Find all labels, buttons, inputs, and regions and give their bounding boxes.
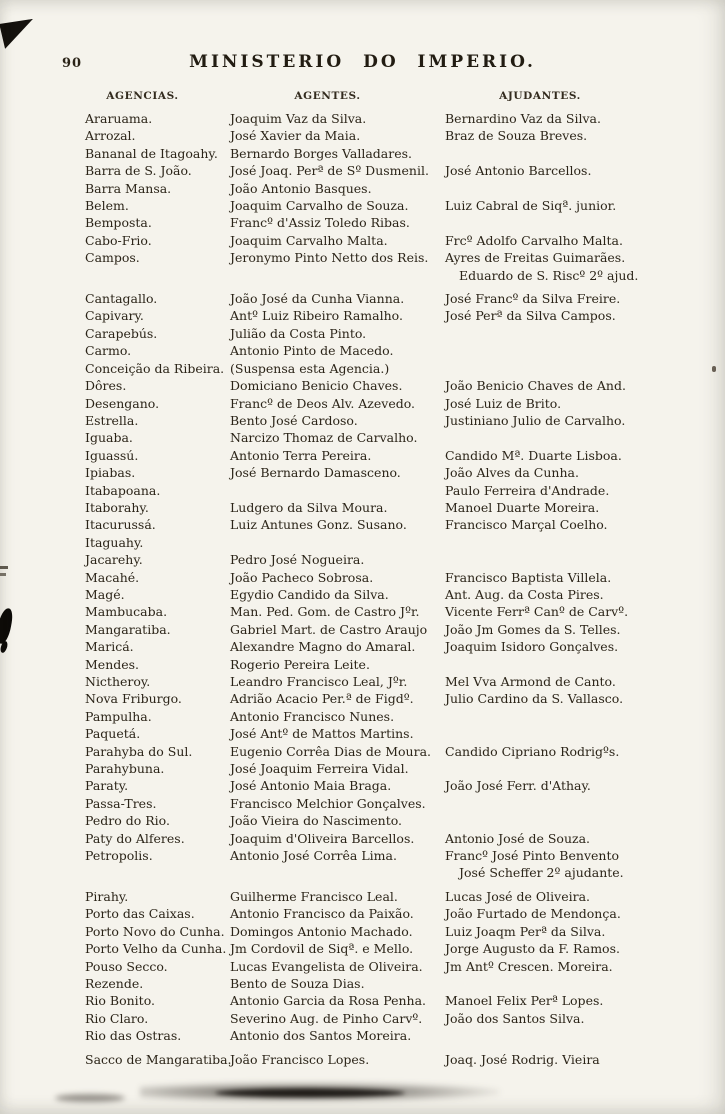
assistant-cell-line2: Eduardo de S. Riscº 2º ajud.	[459, 267, 639, 283]
ink-corner-mark	[0, 19, 35, 49]
table-row	[85, 888, 697, 905]
agency-cell: Porto das Caixas.	[85, 906, 195, 922]
agency-cell: Porto Novo do Cunha.	[85, 923, 225, 939]
page-header	[0, 52, 725, 78]
agent-cell: Antonio Francisco da Paixão.	[230, 906, 414, 922]
table-row	[85, 690, 697, 707]
assistant-cell: Francº José Pinto Benvento José Scheffer 2º ajudante.	[445, 847, 695, 882]
assistant-cell	[445, 360, 695, 377]
agent-cell: João Pacheco Sobrosa.	[230, 569, 374, 585]
table-row	[85, 777, 697, 794]
table-row	[85, 214, 697, 231]
agent-cell: Jeronymo Pinto Netto dos Reis.	[230, 250, 429, 266]
table-row	[85, 197, 697, 214]
agency-cell: Porto Velho da Cunha.	[85, 941, 227, 957]
agent-cell: Joaquim d'Oliveira Barcellos.	[230, 830, 415, 846]
agent-cell: Antonio Garcia da Rosa Penha.	[230, 993, 426, 1009]
agent-cell: Antonio Terra Pereira.	[230, 447, 372, 463]
agent-cell: Guilherme Francisco Leal.	[230, 888, 398, 904]
assistant-cell	[445, 429, 695, 446]
assistant-cell	[445, 214, 695, 231]
agent-cell: Joaquim Carvalho de Souza.	[230, 198, 409, 214]
assistant-cell: Bernardino Vaz da Silva.	[445, 111, 601, 126]
table-row	[85, 551, 697, 568]
assistant-cell: João Furtado de Mendonça.	[445, 906, 621, 922]
agent-cell: Julião da Costa Pinto.	[230, 325, 367, 341]
agency-cell: Rio Bonito.	[85, 993, 155, 1009]
agent-cell: Narcizo Thomaz de Carvalho.	[230, 430, 418, 446]
assistant-cell	[445, 812, 695, 829]
assistant-cell: Frcº Adolfo Carvalho Malta.	[445, 232, 623, 248]
ink-edge-blob	[0, 607, 14, 645]
agency-cell: Magé.	[85, 586, 125, 602]
agency-cell: Belem.	[85, 198, 129, 214]
agency-cell: Passa-Tres.	[85, 795, 157, 811]
assistant-cell: Candido Mª. Duarte Lisboa.	[445, 447, 622, 463]
assistant-cell	[445, 975, 695, 992]
table-row	[85, 1027, 697, 1044]
table-row	[85, 534, 697, 551]
page-number: 90	[62, 56, 83, 71]
table-row	[85, 290, 697, 307]
agent-cell: Pedro José Nogueira.	[230, 552, 365, 568]
agency-cell: Sacco de Mangaratiba.	[85, 1051, 232, 1067]
agent-cell: Lucas Evangelista de Oliveira.	[230, 958, 423, 974]
agent-cell: Joaquim Carvalho Malta.	[230, 232, 388, 248]
table-row	[85, 307, 697, 324]
table-row	[85, 621, 697, 638]
agency-cell: Itacurussá.	[85, 517, 156, 533]
assistant-cell: Francisco Baptista Villela.	[445, 569, 612, 585]
assistant-cell: José Antonio Barcellos.	[445, 163, 592, 179]
table-row	[85, 586, 697, 603]
table-row	[85, 795, 697, 812]
agent-cell: Antonio José Corrêa Lima.	[230, 848, 397, 864]
assistant-cell	[445, 1027, 695, 1044]
agency-cell: Arrozal.	[85, 128, 136, 144]
agency-cell: Carmo.	[85, 343, 132, 359]
assistant-cell: Luiz Cabral de Siqª. junior.	[445, 198, 617, 214]
assistant-cell: Ant. Aug. da Costa Pires.	[445, 586, 604, 602]
table-row	[85, 905, 697, 922]
table-row	[85, 603, 697, 620]
assistant-cell: Mel Vva Armond de Canto.	[445, 674, 616, 689]
bottom-smudge-core	[215, 1089, 405, 1097]
agency-cell: Pampulha.	[85, 708, 152, 724]
table-row	[85, 377, 697, 394]
agency-cell: Itaborahy.	[85, 499, 149, 515]
agent-cell: José Bernardo Damasceno.	[230, 465, 401, 481]
assistant-cell: Manoel Duarte Moreira.	[445, 499, 600, 515]
agency-cell: Pirahy.	[85, 888, 129, 904]
table-row	[85, 464, 697, 481]
table-row	[85, 110, 697, 127]
agency-cell: Petropolis.	[85, 848, 153, 864]
table-row	[85, 482, 697, 499]
agency-cell: Itabapoana.	[85, 482, 161, 498]
agency-cell: Pedro do Rio.	[85, 813, 170, 829]
agency-cell: Bananal de Itagoahy.	[85, 145, 218, 161]
table-row	[85, 395, 697, 412]
agency-cell: Dôres.	[85, 378, 127, 394]
table-row	[85, 958, 697, 975]
table-row	[85, 830, 697, 847]
assistant-cell: Joaquim Isidoro Gonçalves.	[445, 639, 619, 655]
agency-cell: Iguaba.	[85, 430, 133, 446]
ink-right-edge-dot	[712, 366, 716, 372]
page-title: MINISTERIO DO IMPERIO.	[189, 52, 536, 72]
table-row	[85, 847, 697, 882]
agent-cell	[230, 482, 445, 499]
assistant-cell: José Luiz de Brito.	[445, 395, 562, 411]
agent-cell: Domiciano Benicio Chaves.	[230, 378, 403, 394]
table-row	[85, 743, 697, 760]
agency-cell: Itaguahy.	[85, 534, 144, 550]
bottom-smudge	[140, 1082, 500, 1102]
column-header-agencias: AGENCIAS.	[106, 90, 179, 102]
agency-cell: Cabo-Frio.	[85, 232, 152, 248]
assistant-cell: João Jm Gomes da S. Telles.	[445, 621, 621, 637]
agency-cell: Jacarehy.	[85, 552, 143, 568]
agent-cell: Antonio Francisco Nunes.	[230, 708, 395, 724]
agent-cell: Rogerio Pereira Leite.	[230, 656, 370, 672]
agent-cell: João Antonio Basques.	[230, 180, 372, 196]
assistant-cell	[445, 708, 695, 725]
assistant-cell	[445, 145, 695, 162]
agency-cell: Mangaratiba.	[85, 621, 171, 637]
assistant-cell	[445, 180, 695, 197]
agent-cell: Ludgero da Silva Moura.	[230, 499, 388, 515]
agent-cell: João José da Cunha Vianna.	[230, 291, 405, 307]
assistant-cell: João dos Santos Silva.	[445, 1010, 585, 1026]
table-row	[85, 1051, 697, 1068]
agent-cell: Francº d'Assiz Toledo Ribas.	[230, 215, 410, 231]
table-row	[85, 760, 697, 777]
assistant-cell: João Benicio Chaves de And.	[445, 378, 626, 394]
agent-cell: Severino Aug. de Pinho Carvº.	[230, 1010, 423, 1026]
assistant-cell	[445, 534, 695, 551]
assistant-cell: João José Ferr. d'Athay.	[445, 778, 591, 794]
table-rows	[85, 110, 697, 1068]
agent-cell	[230, 534, 445, 551]
agent-cell: Bento José Cardoso.	[230, 412, 358, 428]
assistant-cell: Luiz Joaqm Perª da Silva.	[445, 923, 606, 939]
agency-cell: Nova Friburgo.	[85, 691, 182, 707]
assistant-cell: Jorge Augusto da F. Ramos.	[445, 941, 620, 957]
bottom-smudge-faint	[55, 1094, 125, 1102]
table-row	[85, 516, 697, 533]
assistant-cell	[445, 795, 695, 812]
table-row	[85, 232, 697, 249]
agency-cell: Paty do Alferes.	[85, 830, 185, 846]
table-row	[85, 569, 697, 586]
table-row	[85, 342, 697, 359]
agent-cell: Alexandre Magno do Amaral.	[230, 639, 416, 655]
assistant-cell-line2: José Scheffer 2º ajudante.	[459, 865, 624, 881]
ink-edge-dash	[0, 566, 8, 569]
agency-cell: Iguassú.	[85, 447, 139, 463]
table-row	[85, 940, 697, 957]
agent-cell: Antº Luiz Ribeiro Ramalho.	[230, 308, 403, 324]
assistant-cell: Joaq. José Rodrig. Vieira	[445, 1051, 600, 1067]
agent-cell: José Antonio Maia Braga.	[230, 778, 392, 794]
ink-edge-blob-tail	[0, 640, 9, 653]
agency-cell: Macahé.	[85, 569, 140, 585]
table-row	[85, 656, 697, 673]
table-row	[85, 127, 697, 144]
assistant-cell: Ayres de Freitas Guimarães. Eduardo de S. Riscº 2º ajud.	[445, 249, 695, 284]
table-row	[85, 429, 697, 446]
assistant-cell: Vicente Ferrª Canº de Carvº.	[445, 604, 629, 620]
agent-cell: (Suspensa esta Agencia.)	[230, 360, 390, 376]
agent-cell: Bento de Souza Dias.	[230, 975, 365, 991]
agency-cell: Campos.	[85, 250, 140, 266]
agent-cell: Gabriel Mart. de Castro Araujo	[230, 621, 428, 637]
agent-cell: Luiz Antunes Gonz. Susano.	[230, 517, 407, 533]
table-row	[85, 249, 697, 284]
agent-cell: Francisco Melchior Gonçalves.	[230, 795, 426, 811]
table-row	[85, 975, 697, 992]
assistant-cell: Francisco Marçal Coelho.	[445, 517, 608, 533]
agencies-table	[85, 90, 697, 1068]
agency-cell: Paraty.	[85, 778, 129, 794]
agent-cell: Bernardo Borges Valladares.	[230, 145, 413, 161]
agent-cell: Joaquim Vaz da Silva.	[230, 111, 367, 126]
agency-cell: Parahyba do Sul.	[85, 743, 193, 759]
table-row	[85, 412, 697, 429]
agency-cell: Rio Claro.	[85, 1010, 149, 1026]
table-row	[85, 447, 697, 464]
agency-cell: Carapebús.	[85, 325, 158, 341]
agent-cell: Egydio Candido da Silva.	[230, 586, 389, 602]
assistant-cell: Paulo Ferreira d'Andrade.	[445, 482, 610, 498]
agent-cell: José Antº de Mattos Martins.	[230, 726, 414, 742]
agency-cell: Ipiabas.	[85, 465, 136, 481]
agency-cell: Bemposta.	[85, 215, 152, 231]
column-header-ajudantes: AJUDANTES.	[499, 90, 581, 102]
agency-cell: Pouso Secco.	[85, 958, 168, 974]
agency-cell: Mendes.	[85, 656, 140, 672]
agency-cell: Estrella.	[85, 412, 139, 428]
assistant-cell: Jm Antº Crescen. Moreira.	[445, 958, 613, 974]
agent-cell: João Francisco Lopes.	[230, 1051, 370, 1067]
assistant-cell	[445, 325, 695, 342]
agent-cell: Antonio Pinto de Macedo.	[230, 343, 394, 359]
assistant-cell: Candido Cipriano Rodrigºs.	[445, 743, 620, 759]
table-row	[85, 923, 697, 940]
table-row	[85, 992, 697, 1009]
table-row	[85, 162, 697, 179]
agency-cell: Araruama.	[85, 111, 153, 126]
table-row	[85, 673, 697, 690]
assistant-cell	[445, 342, 695, 359]
agency-cell: Conceição da Ribeira.	[85, 360, 225, 376]
agent-cell: Leandro Francisco Leal, Jºr.	[230, 674, 408, 689]
table-row	[85, 325, 697, 342]
agency-cell: Desengano.	[85, 395, 160, 411]
table-row	[85, 499, 697, 516]
agency-cell: Mambucaba.	[85, 604, 168, 620]
assistant-cell: Antonio José de Souza.	[445, 830, 591, 846]
assistant-cell	[445, 760, 695, 777]
table-row	[85, 638, 697, 655]
table-row	[85, 360, 697, 377]
agency-cell: Barra Mansa.	[85, 180, 172, 196]
assistant-cell: Manoel Felix Perª Lopes.	[445, 993, 604, 1009]
agency-cell: Paquetá.	[85, 726, 141, 742]
agent-cell: José Joaquim Ferreira Vidal.	[230, 761, 409, 777]
agent-cell: Antonio dos Santos Moreira.	[230, 1028, 412, 1044]
agency-cell: Parahybuna.	[85, 761, 165, 777]
agent-cell: João Vieira do Nascimento.	[230, 813, 402, 829]
table-row	[85, 1010, 697, 1027]
agent-cell: José Joaq. Perª de Sº Dusmenil.	[230, 163, 429, 179]
table-row	[85, 145, 697, 162]
agency-cell: Maricá.	[85, 639, 134, 655]
assistant-cell: Justiniano Julio de Carvalho.	[445, 412, 626, 428]
table-row	[85, 708, 697, 725]
assistant-cell: Julio Cardino da S. Vallasco.	[445, 691, 624, 707]
agency-cell: Barra de S. João.	[85, 163, 192, 179]
assistant-cell: José Francº da Silva Freire.	[445, 291, 621, 307]
agent-cell: Domingos Antonio Machado.	[230, 923, 413, 939]
table-row	[85, 180, 697, 197]
agency-cell: Cantagallo.	[85, 291, 158, 307]
table-row	[85, 725, 697, 742]
assistant-cell: Lucas José de Oliveira.	[445, 888, 590, 904]
agency-cell: Nictheroy.	[85, 674, 151, 689]
table-row	[85, 812, 697, 829]
agent-cell: Francº de Deos Alv. Azevedo.	[230, 395, 416, 411]
agent-cell: Man. Ped. Gom. de Castro Jºr.	[230, 604, 420, 620]
assistant-cell	[445, 725, 695, 742]
agency-cell: Capivary.	[85, 308, 144, 324]
agent-cell: Eugenio Corrêa Dias de Moura.	[230, 743, 431, 759]
assistant-cell: Braz de Souza Breves.	[445, 128, 588, 144]
column-header-agentes: AGENTES.	[294, 90, 361, 102]
agent-cell: Adrião Acacio Per.ª de Figdº.	[230, 691, 414, 707]
assistant-cell: José Perª da Silva Campos.	[445, 308, 616, 324]
assistant-cell: João Alves da Cunha.	[445, 465, 579, 481]
agent-cell: José Xavier da Maia.	[230, 128, 361, 144]
ink-edge-dash	[0, 573, 6, 576]
assistant-cell	[445, 656, 695, 673]
table-header-row	[85, 90, 697, 102]
agent-cell: Jm Cordovil de Siqª. e Mello.	[230, 941, 414, 957]
agency-cell: Rezende.	[85, 975, 144, 991]
assistant-cell	[445, 551, 695, 568]
agency-cell: Rio das Ostras.	[85, 1028, 182, 1044]
